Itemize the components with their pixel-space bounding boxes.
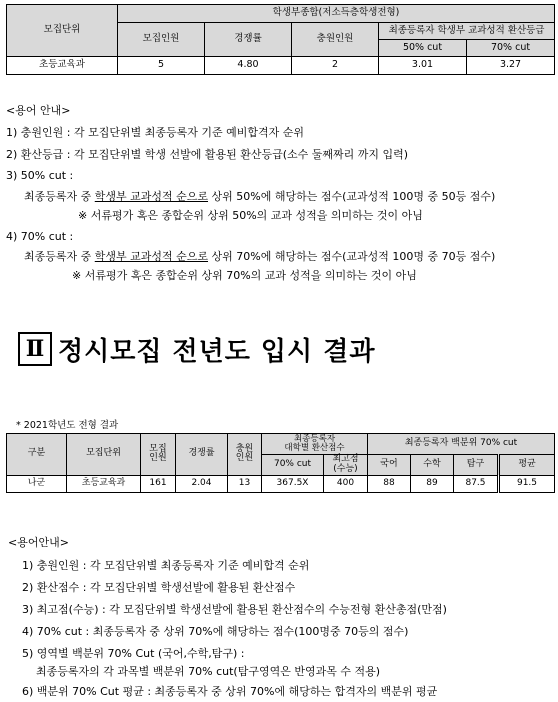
header-quota: 모집인원 bbox=[118, 23, 205, 57]
guide2-line6: 6) 백분위 70% Cut 평균 : 최종등록자 중 상위 70%에 해당하는 합격자의 백분위 평균 bbox=[22, 685, 438, 698]
header-score-group: 최종등록자 대학별 환산점수 bbox=[262, 434, 368, 455]
cell-unit: 초등교육과 bbox=[67, 475, 141, 492]
header-group: 구분 bbox=[7, 434, 67, 476]
cell-quota: 161 bbox=[141, 475, 176, 492]
cell-korean: 88 bbox=[368, 475, 411, 492]
guide1-line4: 4) 70% cut : bbox=[6, 230, 74, 243]
cell-cut70: 367.5X bbox=[262, 475, 324, 492]
guide1-line4b: ※ 서류평가 혹은 종합순위 상위 70%의 교과 성적을 의미하는 것이 아님 bbox=[72, 269, 417, 282]
guide1-line3: 3) 50% cut : bbox=[6, 169, 74, 182]
cell-max: 400 bbox=[324, 475, 368, 492]
guide2-line2: 2) 환산점수 : 각 모집단위별 학생선발에 활용된 환산점수 bbox=[22, 581, 296, 594]
table2-caption: * 2021학년도 전형 결과 bbox=[16, 420, 119, 431]
header-quota: 모집 인원 bbox=[141, 434, 176, 476]
header-unit: 모집단위 bbox=[67, 434, 141, 476]
header-competition: 경쟁률 bbox=[176, 434, 228, 476]
cell-avg: 91.5 bbox=[499, 475, 555, 492]
cell-group: 나군 bbox=[7, 475, 67, 492]
header-p70: 70% cut bbox=[467, 40, 555, 57]
cell-quota: 5 bbox=[118, 57, 205, 75]
section-numeral: Ⅱ bbox=[18, 332, 52, 366]
guide2-heading: <용어안내> bbox=[8, 536, 69, 549]
header-percentile-group: 최종등록자 백분위 70% cut bbox=[368, 434, 555, 455]
guide2-line4: 4) 70% cut : 최종등록자 중 상위 70%에 해당하는 점수(100명중 70등의 점수) bbox=[22, 625, 409, 638]
guide1-heading: <용어 안내> bbox=[6, 104, 71, 117]
cell-competition: 2.04 bbox=[176, 475, 228, 492]
header-p50: 50% cut bbox=[379, 40, 467, 57]
guide2-line5a: 최종등록자의 각 과목별 백분위 70% cut(탐구영역은 반영과목 수 적용) bbox=[36, 665, 380, 678]
guide1-line3b: ※ 서류평가 혹은 종합순위 상위 50%의 교과 성적을 의미하는 것이 아님 bbox=[78, 209, 423, 222]
header-cut70: 70% cut bbox=[262, 455, 324, 476]
cell-waitlist: 13 bbox=[228, 475, 262, 492]
header-waitlist: 충원인원 bbox=[292, 23, 379, 57]
header-unit: 모집단위 bbox=[7, 5, 118, 57]
header-waitlist: 충원 인원 bbox=[228, 434, 262, 476]
guide1-line3a: 최종등록자 중 학생부 교과성적 순으로 상위 50%에 해당하는 점수(교과성적 100명 중 50등 점수) bbox=[24, 190, 496, 203]
section2-heading bbox=[18, 328, 375, 370]
guide2-line1: 1) 충원인원 : 각 모집단위별 최종등록자 기준 예비합격 순위 bbox=[22, 559, 310, 572]
header-avg: 평균 bbox=[499, 455, 555, 476]
susi-results-table bbox=[6, 4, 555, 75]
header-inquiry: 탐구 bbox=[454, 455, 499, 476]
jeongsi-results-table bbox=[6, 433, 555, 493]
cell-p50: 3.01 bbox=[379, 57, 467, 75]
cell-inquiry: 87.5 bbox=[454, 475, 499, 492]
header-max: 최고점 (수능) bbox=[324, 455, 368, 476]
header-competition: 경쟁률 bbox=[205, 23, 292, 57]
guide1-line4a: 최종등록자 중 학생부 교과성적 순으로 상위 70%에 해당하는 점수(교과성적 100명 중 70등 점수) bbox=[24, 250, 496, 263]
guide1-line2: 2) 환산등급 : 각 모집단위별 학생 선발에 활용된 환산등급(소수 둘째짜리 까지 입력) bbox=[6, 148, 409, 161]
header-math: 수학 bbox=[411, 455, 454, 476]
header-group: 학생부종합(저소득층학생전형) bbox=[118, 5, 555, 23]
cell-p70: 3.27 bbox=[467, 57, 555, 75]
cell-waitlist: 2 bbox=[292, 57, 379, 75]
cell-math: 89 bbox=[411, 475, 454, 492]
header-grade-group: 최종등록자 학생부 교과성적 환산등급 bbox=[379, 23, 555, 40]
guide2-line5: 5) 영역별 백분위 70% Cut (국어,수학,탐구) : bbox=[22, 647, 245, 660]
section-title: 정시모집 전년도 입시 결과 bbox=[58, 336, 376, 367]
cell-competition: 4.80 bbox=[205, 57, 292, 75]
guide2-line3: 3) 최고점(수능) : 각 모집단위별 학생선발에 활용된 환산점수의 수능전형 환산총점(만점) bbox=[22, 603, 447, 616]
header-korean: 국어 bbox=[368, 455, 411, 476]
cell-unit: 초등교육과 bbox=[7, 57, 118, 75]
guide1-line1: 1) 충원인원 : 각 모집단위별 최종등록자 기준 예비합격자 순위 bbox=[6, 126, 304, 139]
